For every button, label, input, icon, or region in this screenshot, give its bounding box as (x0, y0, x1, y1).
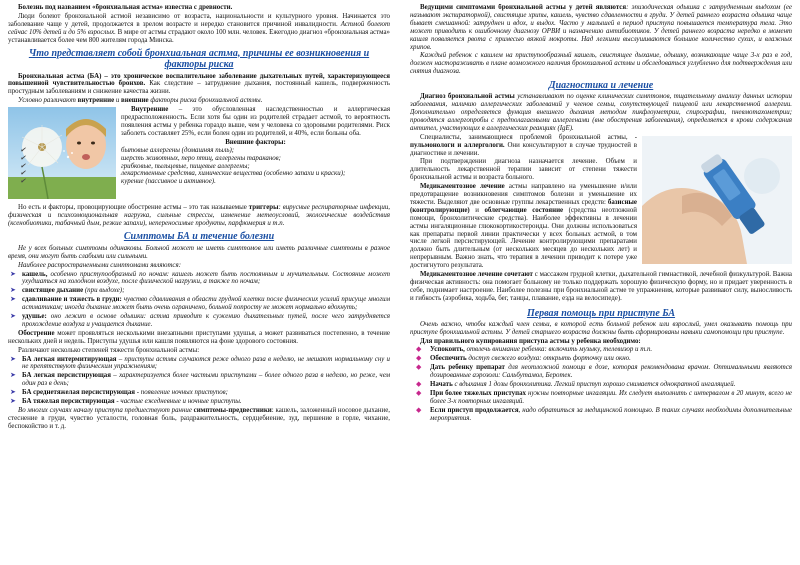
arrow-bullet-icon: ➤ (10, 295, 16, 304)
inhaler-photo (642, 136, 792, 267)
symptom-item: ➤ свистящее дыхание (при выдохе); (10, 286, 125, 295)
diagnosis-paragraph: Диагноз бронхиальной астмы устанавливают по оценке клинических симптомов, тщательному анализу данных истории заболевания, наличию аллергических заболеваний у членов семьи, сопутствующей пищевой или лекарственной аллергии. Дополнительно определяется функция внешнего дыхания методом пикфлоуметрии, спирографии, пневмотахометрии; проводятся аллергопробы с предполагаемыми аллергенами (вне обострения заболевания), определяется в крови содержания антител, участвующих в аллергических реакциях (IgE). (410, 93, 792, 132)
triggers-bold: триггеры (248, 204, 279, 212)
list-item: ✔ бытовые аллергены (домашняя пыль); (20, 146, 235, 154)
heading-first-aid: Первая помощь при приступе БА (526, 307, 676, 319)
first-aid-item: ◆ Если приступ продолжается, надо обратиться за медицинской помощью. В таких случаях необходимы дополнительные мероприятия. (416, 405, 792, 422)
factors-intro-external: внешние (121, 97, 149, 105)
definition-rest: Как следствие – затруднение дыхания, постоянный кашель, подверженность простудным заболеваниям и снижение качества жизни. (8, 80, 390, 96)
heading-diagnostics: Диагностика и лечение (548, 80, 654, 92)
child-note: Каждый ребенок с кашлем на приступообразный кашель, свистящее дыхание, одышку, возникающие чаще 3-х раз в год, должен настораживать в плане возможного наличия бронхиальной астмы и обследоваться углубленно для подтверждения или снятия диагноза. (410, 52, 792, 76)
specialists-paragraph: Специалисты, занимающиеся проблемой бронхиальной астмы, - пульмонологи и аллергологи. Они консультируют в случае трудностей в диагностике и лечении. (410, 133, 637, 157)
symptom-item: ➤ кашель, особенно приступообразный по ночам: кашель может быть постоянным и мучительным. Состояние может ухудшаться на холодном воздухе, после физической нагрузки, а также по ночам; (10, 269, 390, 286)
list-item: ✔ грибковые, пыльцевые, пищевые аллергены; (20, 162, 250, 170)
list-item: ✔ лекарственные средства, химические вещества (особенно запахи и краски); (20, 170, 346, 178)
definition-paragraph (8, 73, 390, 97)
external-factors-title: Внешние факторы: (225, 138, 286, 146)
diamond-bullet-icon: ◆ (416, 354, 422, 363)
heading-symptoms: Симптомы БА и течение болезни (123, 230, 275, 242)
triggers-paragraph (8, 204, 390, 228)
leading-symptoms-paragraph: Ведущими симптомами бронхиальной астмы у детей являются: эпизодическая одышка с затрудненным выдохом (ее называют экспираторной), свистящие хрипы, кашель, чувство сдавленности в груди. У детей раннего возраста одышка чаще бывает смешанной: затруднен и вдох, и выдох. Часто у малышей в период приступа повышается температура тела. Это может приводить к ошибочному диагнозу ОРВИ и назначению антибиотиков. У детей раннего возраста нередко в момент кашля появляется рвота с примесью вязкой мокроты. Над легкими выслушиваются большое количество сухих, и влажных хрипов. (410, 4, 792, 51)
right-column (410, 4, 792, 563)
triggers-list: : вирусные респираторные инфекции, физическая и психоэмоциональная нагрузка, сильные стрессы, изменение метеоусловий, экологические воздействия (ксенобиотики, табачный дым, резкие запахи), непереносимые продукты, парфюмерия и т.п. (8, 204, 390, 227)
factors-intro (8, 97, 390, 105)
severity-item: ➤ БА среднетяжелая персистирующая - появление ночных приступов; (10, 388, 228, 397)
arrow-bullet-icon: ➤ (10, 286, 16, 295)
internal-label: Внутренние (131, 106, 169, 114)
factors-intro-internal: внутренние (77, 97, 115, 105)
first-aid-intro: Очень важно, чтобы каждый член семьи, в которой есть больной ребенок или взрослый, умел оказывать помощь при приступе бронхиальной астмы. У детей старшего возраста должны быть сформированы навыки самопомощи при приступе. (410, 320, 792, 336)
first-aid-intro-2: Для правильного купирования приступа астмы у ребенка необходимо: (420, 337, 641, 345)
intro-italic: Астмой болеют сейчас 10% детей и до 5% взрослых. (8, 20, 390, 36)
first-aid-item: ◆ Дать ребенку препарат для неотложной помощи в дозе, которая рекомендована врачом. Оптимальными являются дозированные аэрозоли: Сальбутамол, Беротек. (416, 363, 792, 380)
diamond-bullet-icon: ◆ (416, 345, 422, 354)
factors-intro-and: и (115, 97, 120, 105)
first-aid-item: ◆ Начать с вдыхания 1 дозы бронхолитика. Легкий приступ хорошо снимается однократной ингаляцией. (416, 380, 736, 389)
arrow-bullet-icon: ➤ (10, 388, 16, 397)
severity-item: ➤ БА тяжелая персистирующая - частые ежедневные и ночные приступы. (10, 397, 242, 406)
nonmed-paragraph: Медикаментозное лечение сочетают с массажем грудной клетки, дыхательной гимнастикой, лечебной физкультурой. Важна физическая активность: она помогает больному не только поддержать хорошую физическую форму, но и придает уверенность в себе, поднимает настроение. Наиболее полезны при бронхиальной астме те упражнения, которые развивают силу, выносливость и гибкость (аэробика, ходьба, бег, танцы, плавание, езда на велосипеде). (410, 271, 792, 302)
list-item: ✔ курение (пассивное и активное). (20, 178, 216, 186)
first-aid-item: ◆ Обеспечить доступ свежего воздуха: открыть форточку или окно. (416, 354, 631, 363)
first-aid-item: ◆ Успокоить, отвлечь внимание ребенка: включить музыку, телевизор и т.п. (416, 345, 653, 354)
severity-intro: Различают несколько степеней тяжести бронхиальной астмы: (18, 346, 200, 354)
diamond-bullet-icon: ◆ (416, 388, 422, 397)
medication-paragraph: Медикаментозное лечение астмы направлено на уменьшение и/или предотвращение возникновения симптомов болезни и уменьшение их тяжести. Выделяют две основные группы лекарственных средств: базисные (контролирующие) и облегчающие состояние (средства неотложной помощи, бронхолитические средства). Наиболее эффективны в лечении астмы ингаляционные глюкокортикостероиды. Они должны использоваться как препараты первой линии практически у всех больных астмой, в том числе легкой персистирующей. Лечение контролирующими препаратами должно быть длительным (от нескольких месяцев до нескольких лет) и непрерывным. Важно знать, что терапия в лечении приводит к потере уже достигнутого результата. (410, 183, 637, 270)
intro-tail: В мире от астмы страдают около 100 млн. человек. Ежегодно диагноз «бронхиальная астма» устанавливается более чем 800 жителям города Минска. (8, 28, 390, 44)
diamond-bullet-icon: ◆ (416, 380, 422, 389)
intro-paragraph (8, 13, 390, 45)
confirm-paragraph: При подтверждении диагноза назначается лечение. Объем и длительность лекарственной терапии зависит от степени тяжести бронхиальной астмы и возраста больного. (410, 158, 637, 182)
severity-item: ➤ БА легкая интермитирующая – приступы астмы случаются реже одного раза в неделю, не мешают нормальному сну и не препятствуют физическим упражнениям; (10, 354, 390, 371)
exacerbation-paragraph: Обострение может проявляться несколькими внезапными приступами удушья, а может развиваться постепенно, в течение нескольких дней и недель. Приступы удушья или кашля появляются на фоне здорового состояния. (8, 329, 390, 345)
factors-intro-a: Условно различают (18, 97, 76, 105)
definition-bold: Бронхиальная астма (БА) – это хроническое воспалительное заболевание дыхательных путей, характеризующееся повышенной чувствительностью бронхов. (8, 72, 390, 88)
precursors-paragraph: Во многих случаях началу приступа предшествуют ранние симптомы-предвестники: кашель, заложенный носовое дыхание, стеснение в груди, чувство усталости, головная боль, раздражительность, сердцебиение, зуд, першение в горле, чихание, беспокойство и т. д. (8, 407, 390, 430)
factors-intro-tail: факторы риска бронхиальной астмы. (150, 97, 263, 105)
symptoms-intro: Не у всех больных симптомы одинаковы. Больной может не иметь симптомов или иметь различные симптомы в разное время, они могут быть слабыми или сильными. (8, 244, 390, 260)
list-item: ✔ шерсть животных, перо птиц, аллергены тараканов; (20, 154, 281, 162)
arrow-bullet-icon: ➤ (10, 371, 16, 380)
symptom-item: ➤ удушье: оно лежит в основе одышки: астма приводит к сужению дыхательных путей, после чего затрудняется прохождение воздуха и учащается дыхание. (10, 312, 390, 328)
arrow-bullet-icon: ➤ (10, 354, 16, 363)
triggers-a: Но есть и факторы, провоцирующие обострение астмы – это так называемые (18, 204, 247, 212)
left-column (8, 4, 390, 563)
diamond-bullet-icon: ◆ (416, 405, 422, 414)
arrow-bullet-icon: ➤ (10, 312, 16, 321)
first-aid-item: ◆ При более тяжелых приступах нужны повторные ингаляции. Их следует выполнить с интервалом в 20 минут, всего не более 3-х повторных ингаляций. (416, 388, 792, 405)
diamond-bullet-icon: ◆ (416, 363, 422, 372)
intro-title: Болезнь под названием «бронхиальная астма» известна с древности. (18, 4, 233, 11)
symptoms-intro-2: Наиболее распространенными симптомами являются: (18, 261, 181, 269)
internal-text: – это обусловленная наследственностью и аллергическая предрасположенность. Если хотя бы один из родителей страдает астмой, то вероятность появления астмы у ребенка гораздо выше, чем у человека со здоровыми родителями. Риск заболеть составляет 25%, если болен один из родителей, и 40%, если больны оба. (121, 106, 390, 137)
intro-body: Люди болеют бронхиальной астмой независимо от возраста, национальности и культурного уровня. Начинается это заболевание чаще у детей, продолжается в зрелом возрасте и нередко становится причиной инвалидности. (8, 12, 390, 28)
external-factors-list (8, 147, 390, 187)
arrow-bullet-icon: ➤ (10, 397, 16, 406)
arrow-bullet-icon: ➤ (10, 269, 16, 278)
severity-item: ➤ БА легкая персистирующая – характеризуется более частыми приступами – более одного раза в неделю, но реже, чем один раз в день; (10, 371, 390, 388)
symptom-item: ➤ сдавливание и тяжесть в груди: чувство сдавливания в области грудной клетки после физических усилий присуще многим астматикам; иногда дыхание может быть очень ограничено, больной попросту не может нормально вдохнуть; (10, 295, 390, 312)
heading-what-is-asthma: Что представляет собой бронхиальная астма, причины ее возникновения и факторы риска (28, 47, 370, 70)
